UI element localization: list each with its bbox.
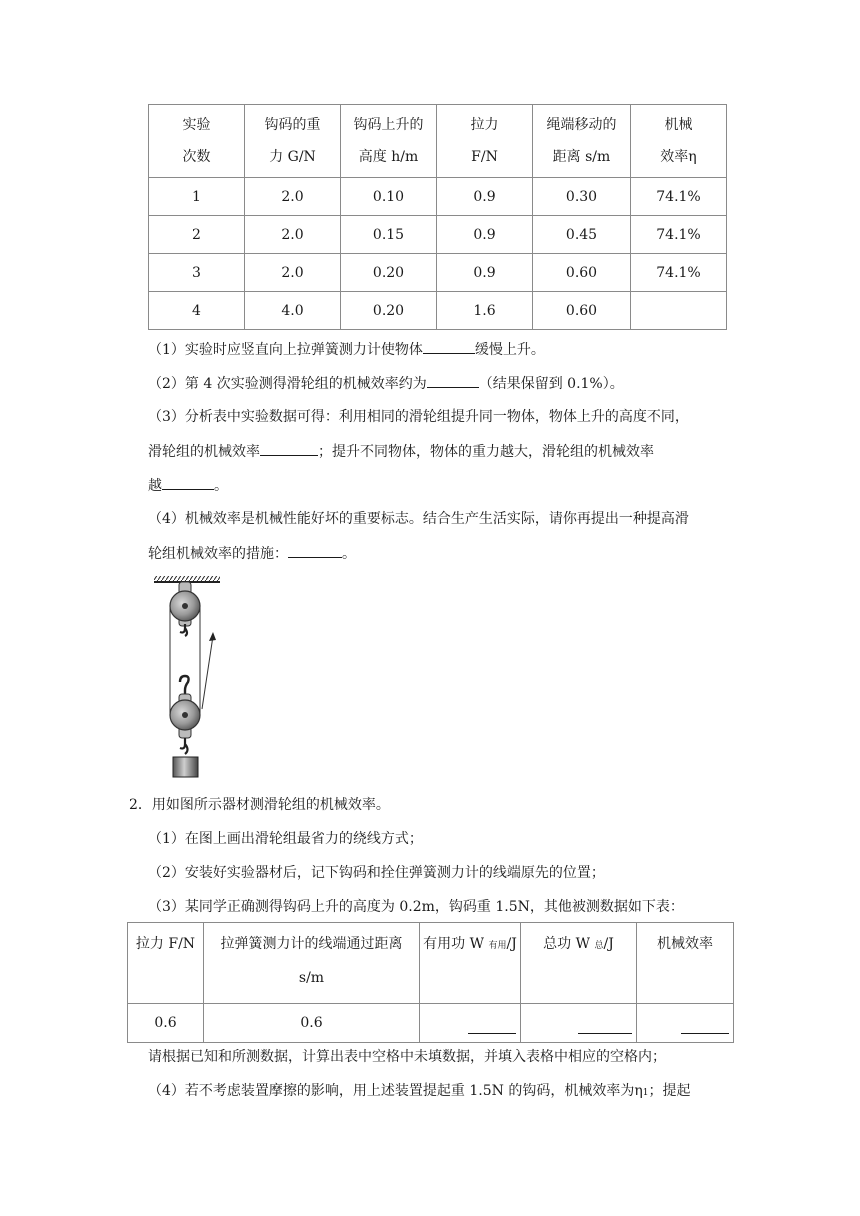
header-cell: 钩码上升的 高度 h/m [341, 105, 437, 178]
movable-pulley-axle [182, 712, 188, 718]
table-cell: 0.6 [204, 1004, 420, 1043]
answer-blank [162, 475, 214, 490]
table-cell: 0.9 [437, 178, 533, 216]
table-cell: 2.0 [245, 254, 341, 292]
table-cell: 2 [149, 216, 245, 254]
hook-weight [173, 757, 198, 777]
table-cell: 0.6 [128, 1004, 204, 1043]
answer-blank [423, 339, 475, 354]
question-2-part-3: （3）某同学正确测得钩码上升的高度为 0.2m，钩码重 1.5N，其他被测数据如下表： [148, 899, 684, 915]
measurement-table [127, 922, 734, 1043]
header-cell: 有用功 W 有用/J [420, 923, 521, 1004]
table-cell: 4 [149, 292, 245, 330]
table-cell: 0.15 [341, 216, 437, 254]
answer-blank [260, 441, 318, 456]
question-2-title: 2．用如图所示器材测滑轮组的机械效率。 [129, 797, 390, 813]
question-part-2: （2）第 4 次实验测得滑轮组的机械效率约为 （结果保留到 0.1%）。 [148, 373, 624, 394]
table-header-row [149, 105, 727, 178]
answer-blank [468, 1033, 516, 1034]
table-cell: 2.0 [245, 216, 341, 254]
answer-blank [288, 543, 342, 558]
rope-pull [202, 636, 213, 709]
table-cell: 74.1% [631, 254, 727, 292]
table-cell: 0.60 [533, 292, 631, 330]
table-cell: 2.0 [245, 178, 341, 216]
table-cell: 0.45 [533, 216, 631, 254]
table-cell: 0.30 [533, 178, 631, 216]
table-cell: 0.20 [341, 292, 437, 330]
header-cell: 拉力 F/N [128, 923, 204, 1004]
question-2-part-2: （2）安装好实验器材后，记下钩码和拴住弹簧测力计的线端原先的位置； [148, 865, 605, 881]
experiment-table [148, 104, 727, 330]
header-cell: 拉力 F/N [437, 105, 533, 178]
question-part-3-line-2: 滑轮组的机械效率 ；提升不同物体，物体的重力越大，滑轮组的机械效率 [148, 441, 654, 462]
table-cell-blank [420, 1004, 521, 1043]
pulley-system-figure [150, 574, 240, 784]
table-cell: 0.9 [437, 216, 533, 254]
table-row [149, 216, 727, 254]
header-cell: 机械效率 [637, 923, 734, 1004]
table-cell: 74.1% [631, 178, 727, 216]
table-cell: 0.10 [341, 178, 437, 216]
table-cell: 1 [149, 178, 245, 216]
question-part-4-line-1: （4）机械效率是机械性能好坏的重要标志。结合生产生活实际，请你再提出一种提高滑 [148, 511, 689, 527]
table-cell: 1.6 [437, 292, 533, 330]
table-row [149, 292, 727, 330]
answer-blank [578, 1033, 632, 1034]
header-cell: 机械 效率η [631, 105, 727, 178]
header-cell: 绳端移动的 距离 s/m [533, 105, 631, 178]
question-part-3-line-1: （3）分析表中实验数据可得：利用相同的滑轮组提升同一物体，物体上升的高度不同， [148, 409, 689, 425]
header-cell: 拉弹簧测力计的线端通过距离 s/m [204, 923, 420, 1004]
table-cell: 3 [149, 254, 245, 292]
answer-blank [681, 1033, 729, 1034]
question-part-4-line-2: 轮组机械效率的措施： 。 [148, 543, 356, 564]
table-row [149, 254, 727, 292]
table-cell-blank [521, 1004, 637, 1043]
question-2-part-4: （4）若不考虑装置摩擦的影响，用上述装置提起重 1.5N 的钩码，机械效率为η1；提起 [148, 1083, 691, 1099]
table-cell-empty [631, 292, 727, 330]
movable-pulley-hook-top [180, 676, 189, 696]
table-cell: 0.9 [437, 254, 533, 292]
question-2-part-1: （1）在图上画出滑轮组最省力的绕线方式； [148, 831, 423, 847]
pull-arrow-icon [209, 632, 216, 641]
table-cell: 0.60 [533, 254, 631, 292]
movable-pulley-hook-bottom [180, 738, 188, 754]
answer-blank [427, 373, 479, 388]
table-cell: 74.1% [631, 216, 727, 254]
header-cell: 实验 次数 [149, 105, 245, 178]
question-part-1: （1）实验时应竖直向上拉弹簧测力计使物体 缓慢上升。 [148, 339, 545, 360]
table-header-row [128, 923, 734, 1004]
table-cell: 4.0 [245, 292, 341, 330]
header-cell: 总功 W 总/J [521, 923, 637, 1004]
table-cell: 0.20 [341, 254, 437, 292]
question-2-part-3-instruction: 请根据已知和所测数据，计算出表中空格中未填数据，并填入表格中相应的空格内； [148, 1049, 666, 1065]
table-row [128, 1004, 734, 1043]
fixed-pulley-axle [182, 603, 188, 609]
question-part-3-line-3: 越 。 [148, 475, 228, 496]
header-cell: 钩码的重 力 G/N [245, 105, 341, 178]
table-cell-blank [637, 1004, 734, 1043]
table-row [149, 178, 727, 216]
